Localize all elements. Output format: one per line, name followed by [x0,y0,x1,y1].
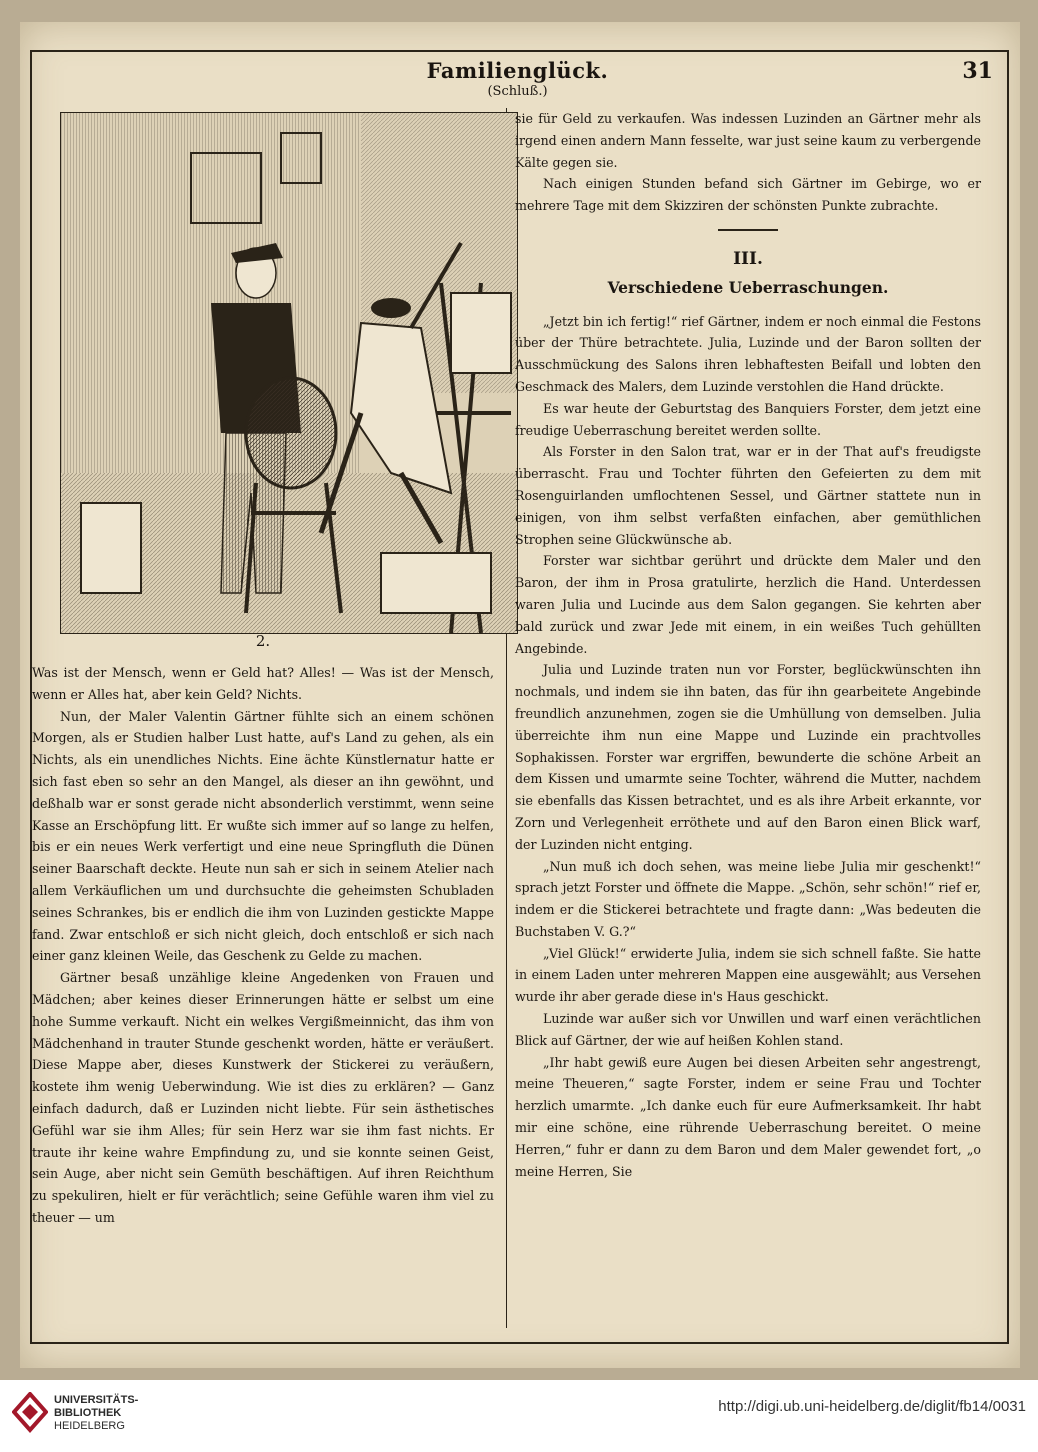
page-header [30,54,1005,102]
paragraph: Gärtner besaß unzählige kleine Angedenken von Frauen und Mädchen; aber keines dieser Erinnerungen hätte er selbst um eine hohe Summe verkauft. Nicht ein welkes Vergißmeinnicht, das ihm von Mädchenhand in trauter Stunde geschenkt worden, hätte er veräußert. Diese Mappe aber, dieses Kunstwerk der Stickerei zu veräußern, kostete ihm wenig Ueberwindung. Wie ist dies zu erklären? — Ganz einfach dadurch, daß er Luzinden nicht liebte. Für sein ästhetisches Gefühl war sie ihm Alles; für sein Herz war sie ihm fast nichts. Er traute ihr keine wahre Empfindung zu, und sie konnte seinen Geist, sein Auge, aber nicht sein Gemüth beschäftigen. Auf ihren Reichthum zu spekuliren, hielt er für verächtlich; seine Gefühle waren ihm viel zu theuer — um [32,970,494,1225]
logo-line-1: UNIVERSITÄTS- [54,1394,139,1406]
section-separator [718,229,778,231]
paragraph: Forster war sichtbar gerührt und drückte dem Maler und den Baron, der ihm in Prosa gratulirte, herzlich die Hand. Unterdessen waren Julia und Lucinde aus dem Salon gegangen. Sie kehrten aber bald zurück und zwar Jede mit einem, in ein weißes Tuch gehüllten Angebinde. [515,553,981,656]
library-logo-icon [12,1392,48,1436]
viewer-footer [0,1380,1038,1452]
figure-number: 2. [255,632,271,650]
paragraph: „Jetzt bin ich fertig!“ rief Gärtner, indem er noch einmal die Festons über der Thüre betrachtete. Julia, Luzinde und der Baron sollten der Ausschmückung des Salons ihren lebhaftesten Beifall und lobten den Geschmack des Malers, dem Luzinde verstohlen die Hand drückte. [515,313,981,394]
paragraph: „Nun muß ich doch sehen, was meine liebe Julia mir geschenkt!“ sprach jetzt Forster und öffnete die Mappe. „Schön, sehr schön!“ rief er, indem er die Stickerei betrachtete und fragte dann: „Was bedeuten die Buchstaben V. G.?“ [515,858,981,939]
illustration-engraving [60,112,518,634]
paragraph: Es war heute der Geburtstag des Banquiers Forster, dem jetzt eine freudige Ueberraschung bereitet werden sollte. [515,400,981,438]
chapter-number: III. [733,248,763,269]
paragraph: sie für Geld zu verkaufen. Was indessen Luzinden an Gärtner mehr als irgend einen andern Mann fesselte, war just seine kaum zu verbergende Kälte gegen sie. [515,111,981,170]
paragraph: „Viel Glück!“ erwiderte Julia, indem sie sich schnell faßte. Sie hatte in einem Laden unter mehreren Mappen eine ausgewählt; aus Versehen wurde ihr aber gerade diese in's Haus geschickt. [515,945,981,1005]
paragraph: Luzinde war außer sich vor Unwillen und warf einen verächtlichen Blick auf Gärtner, der wie auf heißen Kohlen stand. [515,1011,981,1048]
library-logo-text [54,1394,138,1433]
paragraph: Was ist der Mensch, wenn er Geld hat? Alles! — Was ist der Mensch, wenn er Alles hat, aber kein Geld? Nichts. [32,665,494,702]
logo-line-3: HEIDELBERG [54,1420,125,1432]
logo-line-2: BIBLIOTHEK [54,1407,122,1419]
paragraph: „Ihr habt gewiß eure Augen bei diesen Arbeiten sehr angestrengt, meine Theueren,“ sagte Forster, indem er seine Frau und Tochter herzlich umarmte. „Ich danke euch für eure Aufmerksamkeit. Ihr habt mir eine schöne, eine rührende Ueberraschung bereitet. O meine Herren,“ fuhr er dann zu dem Baron und dem Maler gewendet fort, „o meine Herren, Sie [515,1054,981,1179]
paragraph: Als Forster in den Salon trat, war er in der That auf's freudigste überrascht. Frau und Tochter führten den Gefeierten zu dem mit Rosenguirlanden umflochtenen Sessel, und Gärtner stattete nun in einigen, von ihm selbst verfaßten einfachen, aber gemüthlichen Strophen seine Glückwünsche ab. [515,444,981,547]
paragraph: Nun, der Maler Valentin Gärtner fühlte sich an einem schönen Morgen, als er Studien halber Lust hatte, auf's Land zu gehen, als ein Nichts, als ein unendliches Nichts. Eine ächte Künstlernatur hatte er sich fast eben so sehr an den Mangel, als dieser an ihn gewöhnt, und deßhalb war er sonst gerade nicht absonderlich verstimmt, wenn seine Kasse an Erschöpfung litt. Er wußte sich immer auf so lange zu helfen, bis er ein neues Werk verfertigt und eine neue Springfluth die Dünen seiner Baarschaft deckte. Heute nun sah er sich in seinem Atelier nach allem Verkäuflichen um und durchsuchte die geheimsten Schubladen seines Schrankes, bis er endlich die ihm von Luzinden gestickte Mappe fand. Zwar entschloß er sich nicht gleich, doch entschloß er sich nach einer ganz kleinen Weile, das Geschenk zu Gelde zu machen. [32,708,494,964]
page-title: Familienglück. [426,58,609,83]
permalink-url[interactable]: http://digi.ub.uni-heidelberg.de/diglit/fb14/0031 [718,1398,1026,1415]
book-page [20,22,1020,1368]
page-subtitle: (Schluß.) [487,84,548,99]
left-column [32,662,494,1229]
paragraph: Julia und Luzinde traten nun vor Forster, beglückwünschten ihn nochmals, und indem sie ihn baten, das für ihn gearbeitete Angebinde freundlich anzunehmen, zogen sie die Umhüllung von demselben. Julia überreichte ihm nun eine Mappe und Luzinde ein prachtvolles Sophakissen. Forster war ergriffen, bewunderte die schöne Arbeit an dem Kissen und umarmte seine Tochter, während die Mutter, nachdem sie ebenfalls das Kissen betrachtet, und es als ihre Arbeit erkannte, vor Zorn und Verlegenheit erröthete und auf den Baron einen Blick warf, der Luzinden nicht entging. [515,662,981,852]
chapter-title: Verschiedene Ueberraschungen. [607,277,889,297]
paragraph: Nach einigen Stunden befand sich Gärtner im Gebirge, wo er mehrere Tage mit dem Skizziren der schönsten Punkte zubrachte. [515,176,981,214]
right-column [515,108,981,1182]
page-number: 31 [962,58,993,84]
